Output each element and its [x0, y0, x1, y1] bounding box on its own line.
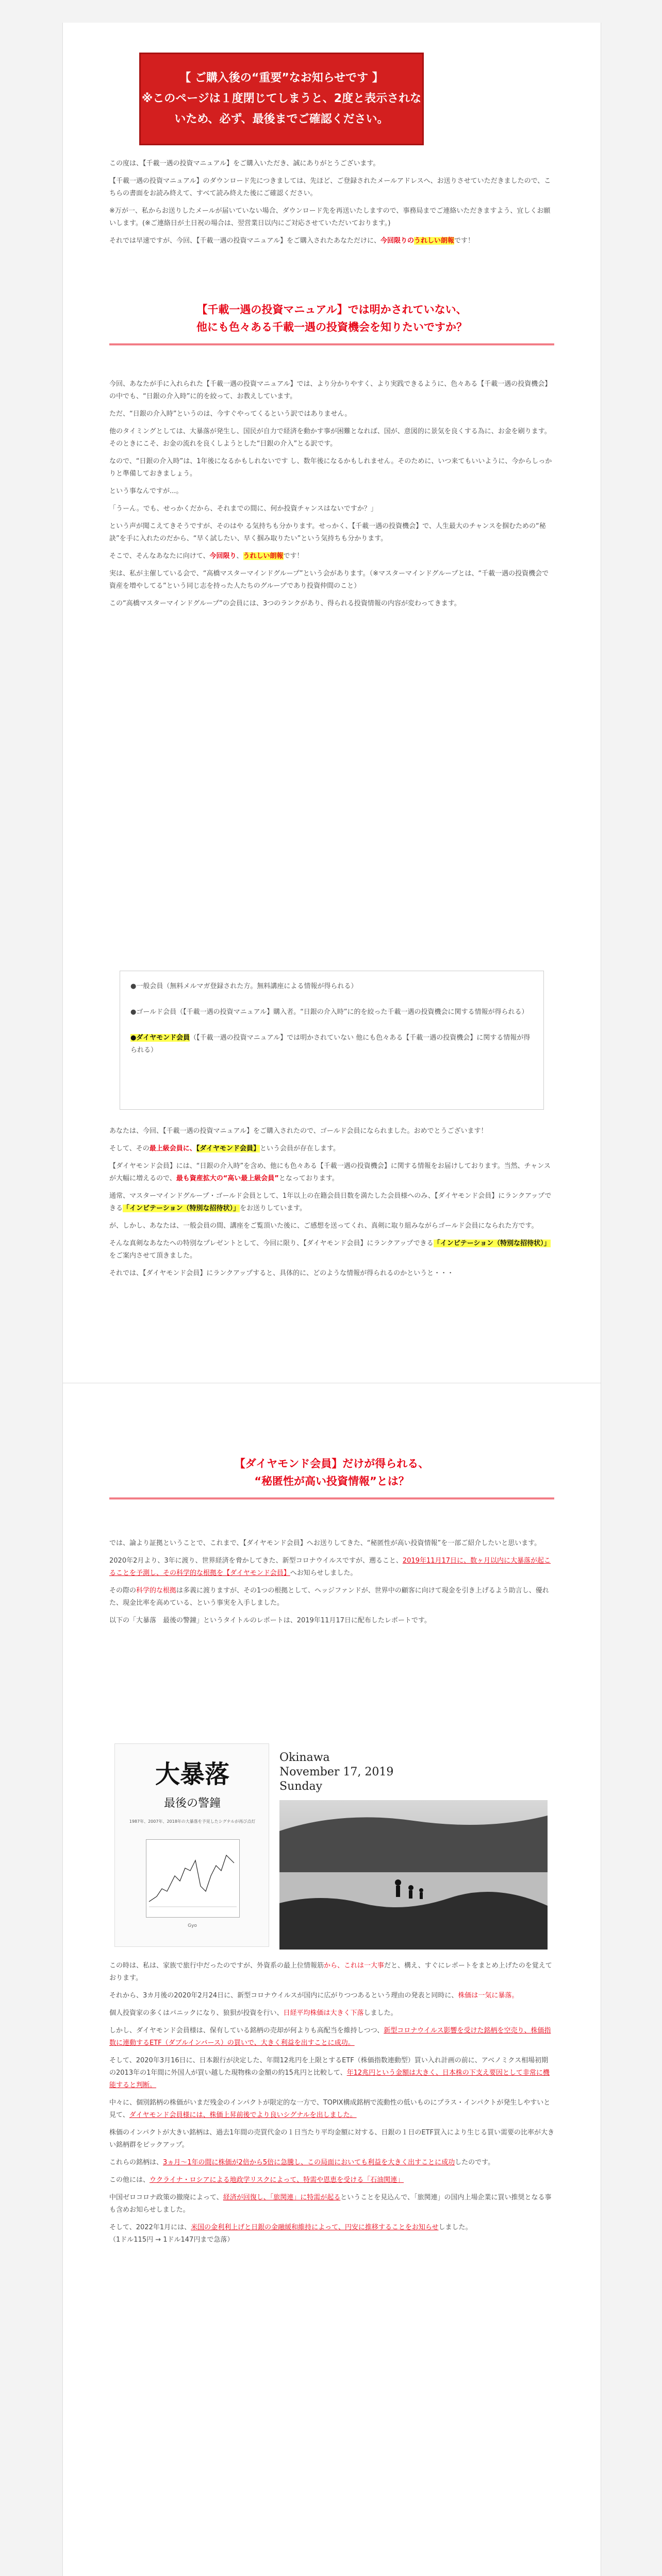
okinawa-photo [279, 1751, 548, 1944]
body-paragraph: この“高橋マスターマインドグループ”の会員には、3つのランクがあり、得られる投資情報の内容が変わってきます。 [109, 600, 461, 607]
member-rank-general: ●一般会員（無料メルマガ登録された方。無料講座による情報が得られる） [130, 982, 358, 990]
report-footer: Gyo [188, 1923, 197, 1928]
notice-line-3: いため、必ず、最後までご確認ください。 [174, 113, 389, 126]
body-paragraph: 今回、あなたが手に入れられた【千載一遇の投資マニュアル】では、より分かりやすく、より実践できるように、色々ある【千載一遇の投資機会】の中でも、“日銀の介入時”に的を絞って、お教えしています。 [109, 380, 552, 400]
section-4 [109, 1960, 554, 2251]
body-paragraph: そんな真剣なあなたへの特別なプレゼントとして、今回に限り、【ダイヤモンド会員】にランクアップできる「インビテーション（特別な招待状）」をご案内させて頂きました。 [109, 1240, 551, 1260]
intro-section [109, 158, 554, 252]
section-1 [109, 378, 554, 615]
body-paragraph: （1ドル115円 → 1ドル147円まで急落） [109, 2236, 234, 2244]
body-paragraph: そして、2022年1月には、米国の金利利上げと日銀の金融緩和維持によって、円安に推移することをお知らせしました。 [109, 2224, 472, 2231]
report-caption: 1987年、2007年、2018年の大暴落を予見したシグナルが再び点灯 [129, 1819, 256, 1824]
body-paragraph: これらの銘柄は、3ヵ月〜1年の間に株価が2倍から5倍に急騰し、この局面においても利益を大きく出すことに成功したのです。 [109, 2159, 495, 2166]
report-subtitle: 最後の警鐘 [163, 1797, 221, 1810]
member-ranks-box [120, 971, 544, 1110]
intro-paragraph: 【千載一遇の投資マニュアル】のダウンロード先につきましては、先ほど、ご登録されたメールアドレスへ、お送りさせていただきましたので、こちらの書面をお読み終えて、すべて読み終えた後にご確認ください。 [109, 177, 551, 197]
body-paragraph: 【ダイヤモンド会員】には、“日銀の介入時”を含め、他にも色々ある【千載一遇の投資機会】に関する情報をお届けしております。当然、チャンスが大幅に増えるので、最も資産拡大の“高い最上級会員”となっております。 [109, 1162, 551, 1182]
body-paragraph: それから、3カ月後の2020年2月24日に、新型コロナウイルスが国内に広がりつつあるという理由の発表と同時に、株価は一気に暴落。 [109, 1992, 519, 1999]
notice-line-1: 【 ご購入後の“重要”なお知らせです 】 [179, 72, 384, 84]
body-paragraph: 実は、私が主催している会で、“高橋マスターマインドグループ”という会があります。（※マスターマインドグループとは、“千載一遇の投資機会で資産を増やしてる”という同じ志を持った人たちのグループであり投資仲間のこと） [109, 570, 549, 590]
photo-date: November 17, 2019 [279, 1766, 394, 1778]
page [62, 23, 601, 2576]
body-paragraph: 中々に、個別銘柄の株価がいまだ残金のインパクトが限定的な一方で、TOPIX構成銘柄で流動性の低いものにプラス・インパクトが発生しやすいと見て、ダイヤモンド会員様には、株価上昇前後でより良いシグナルを出しました。 [109, 2099, 551, 2119]
section-2 [109, 1125, 554, 1285]
body-paragraph: という事なんですが...。 [109, 487, 183, 495]
report-mini-chart [146, 1839, 240, 1918]
photo-weekday: Sunday [279, 1780, 323, 1793]
body-paragraph: では、論より証拠ということで、これまで、【ダイヤモンド会員】へお送りしてきた、“秘匿性が高い投資情報”を一部ご紹介したいと思います。 [109, 1539, 541, 1547]
body-paragraph: その際の科学的な根拠は多義に渡りますが、その1つの根拠として、ヘッジファンドが、世界中の顧客に向けて現金を引き上げるよう助言し、優れた、現金比率を高めている、という事実を入手しました。 [109, 1587, 549, 1607]
body-paragraph: 他のタイミングとしては、大暴落が発生し、国民が自力で経済を動かす事が困難となれば、国が、意図的に景気を良くする為に、お金を刷ります。そのときにこそ、お金の流れを良くしようとした“日銀の介入”とる訳です。 [109, 428, 551, 448]
body-paragraph: そして、その最上級会員に、【ダイヤモンド会員】という会員が存在します。 [109, 1145, 340, 1153]
section-3 [109, 1537, 554, 1632]
body-paragraph: ただ、“日銀の介入時”というのは、今すぐやってくるという訳ではありません。 [109, 410, 352, 418]
body-paragraph: なので、“日銀の介入時”は、1年後になるかもしれないです し、数年後になるかもしれません。そのために、いつ来てもいいように、今からしっかりと準備しておきましょう。 [109, 457, 552, 478]
body-paragraph: この他には、ウクライナ・ロシアによる地政学リスクによって、特需や恩恵を受ける「石油関連」 [109, 2176, 404, 2184]
intro-paragraph: それでは早速ですが、今回、【千載一遇の投資マニュアル】をご購入されたあなただけに、今回限りのうれしい朗報です！ [109, 237, 475, 245]
body-paragraph: 以下の「大暴落 最後の警鐘」というタイトルのレポートは、2019年11月17日に配布したレポートです。 [109, 1617, 431, 1624]
body-paragraph: しかし、ダイヤモンド会員様は、保有している銘柄の売却が何よりも高配当を維持しつつ、新型コロナウイルス影響を受けた銘柄を空売り、株価指数に連動するETF（ダブルインバース）の買いで、大きく利益を出すことに成功。 [109, 2027, 551, 2047]
body-paragraph: が、しかし、あなたは、一般会員の間、講座をご覧頂いた後に、ご感想を送ってくれ、真剣に取り組みながらゴールド会員になられた方です。 [109, 1222, 538, 1230]
body-paragraph: それでは、【ダイヤモンド会員】にランクアップすると、具体的に、どのような情報が得られるのかというと・・・ [109, 1269, 454, 1277]
intro-paragraph: この度は、【千載一遇の投資マニュアル】をご購入いただき、誠にありがとうございます。 [109, 160, 380, 167]
body-paragraph: この時は、私は、家族で旅行中だったのですが、外資系の最上位情報筋から、これは一大事だと、構え、すぐにレポートをまとめ上げたのを覚えております。 [109, 1962, 552, 1982]
report-title: 大暴落 [155, 1760, 229, 1789]
body-paragraph: そこで、そんなあなたに向けて、今回限り、うれしい朗報です！ [109, 552, 304, 560]
photo-location: Okinawa [279, 1751, 330, 1764]
report-cover-image [114, 1743, 269, 1947]
beach-photo-image [279, 1800, 548, 1950]
member-rank-gold: ●ゴールド会員（【千載一遇の投資マニュアル】購入者。“日銀の介入時”に的を絞った千載一遇の投資機会に関する情報が得られる） [130, 1008, 528, 1016]
body-paragraph: 「うーん。でも、せっかくだから、それまでの間に、何か投資チャンスはないですか？」 [109, 505, 377, 513]
notice-line-2: ※このページは１度閉じてしまうと、2度と表示されな [141, 92, 422, 105]
body-paragraph: 2020年2月より、3年に渡り、世界経済を脅かしてきた、新型コロナウイルスですが、遡ること、2019年11月17日に、数ヶ月以内に大暴落が起こることを予測し、その科学的な根拠を【ダイヤモンド会員】へお知らせしました。 [109, 1557, 551, 1577]
section-heading-1: 【千載一遇の投資マニュアル】では明かされていない、 他にも色々ある千載一遇の投資機会を知りたいですか？ [109, 301, 554, 336]
section-heading-2: 【ダイヤモンド会員】だけが得られる、 “秘匿性が高い投資情報”とは？ [109, 1455, 554, 1490]
body-paragraph: 株価のインパクトが大きい銘柄は、過去1年間の売買代金の１日当たり平均金額に対する、日銀の１日のETF買入により生じる買い需要の比率が大きい銘柄群をピックアップ。 [109, 2129, 554, 2149]
intro-paragraph: ※万が一、私からお送りしたメールが届いていない場合、ダウンロード先を再送いたしますので、事務局までご連絡いただきますよう、宜しくお願いします。(※ご連絡日が土日祝の場合は、翌営業日以内にご対応させていただいております。) [109, 207, 551, 227]
member-rank-diamond: ●ダイヤモンド会員（【千載一遇の投資マニュアル】では明かされていない 他にも色々ある【千載一遇の投資機会】に関する情報が得られる） [130, 1034, 531, 1054]
body-paragraph: そして、2020年3月16日に、日本銀行が決定した、年間12兆円を上限とするETF（株価指数連動型）買い入れ計画の前に、アベノミクス相場初期の2013年の1年間に外国人が買い越した現物株の金額の約15兆円と比較して、年12兆円という金額は大きく、日本株の下支え要因として非常に機能すると判断。 [109, 2057, 550, 2089]
important-notice-banner [139, 53, 424, 145]
body-paragraph: 通常、マスターマインドグループ・ゴールド会員として、1年以上の在籍会員日数を満たした会員様へのみ、【ダイヤモンド会員】にランクアップできる「インビテーション（特別な招待状）」をお送りしています。 [109, 1192, 552, 1212]
body-paragraph: 個人投資家の多くはパニックになり、狼狽が投資を行い、日経平均株価は大きく下落しました。 [109, 2009, 398, 2017]
body-paragraph: あなたは、今回、【千載一遇の投資マニュアル】をご購入されたので、ゴールド会員になられました。おめでとうございます！ [109, 1127, 488, 1135]
body-paragraph: 中国ゼロコロナ政策の撤廃によって、経済が回復し、「旅関連」に特需が起るということを見込んで、「旅関連」の国内上場企業に買い推奨となる事も含めお知らせしました。 [109, 2194, 552, 2214]
body-paragraph: という声が聞こえてきそうですが、そのはや る気持ちも分かります。せっかく、【千載一遇の投資機会】で、人生最大のチャンスを掴むための“秘訣”を手に入れたのだから、“早く試したい、早く掴み取りたい”という気持ちも分かります。 [109, 522, 546, 543]
